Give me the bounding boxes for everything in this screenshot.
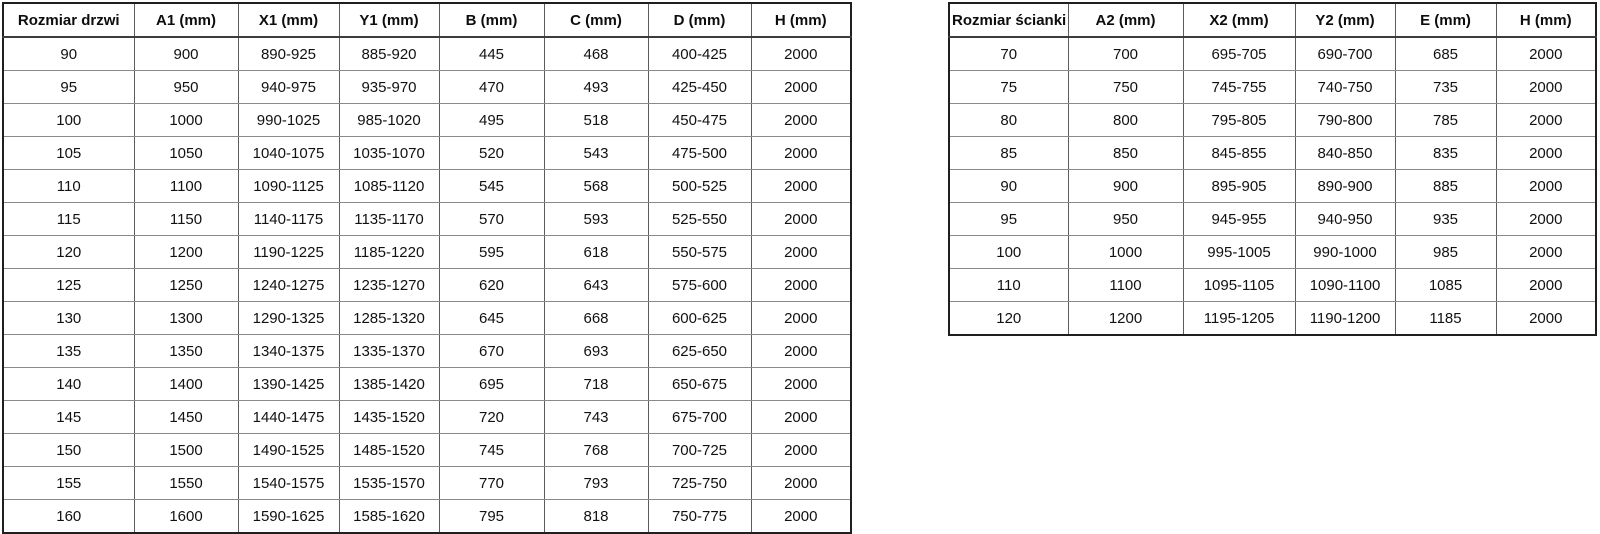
table-cell: 468 [544,37,648,71]
table-cell: 570 [439,203,544,236]
table-cell: 885-920 [339,37,439,71]
column-header: E (mm) [1395,3,1496,37]
table-row [3,500,851,534]
column-header: B (mm) [439,3,544,37]
table-row [3,71,851,104]
table-row [949,104,1596,137]
table-cell: 1050 [134,137,238,170]
table-row [949,37,1596,71]
table-cell: 940-950 [1295,203,1395,236]
table-cell: 695 [439,368,544,401]
table-row [3,467,851,500]
table-cell: 770 [439,467,544,500]
table-cell: 850 [1068,137,1183,170]
table-cell: 475-500 [648,137,751,170]
table-cell: 2000 [751,170,851,203]
table-cell: 1390-1425 [238,368,339,401]
table-cell: 2000 [751,335,851,368]
table-cell: 495 [439,104,544,137]
column-header: A1 (mm) [134,3,238,37]
table-cell: 1095-1105 [1183,269,1295,302]
table-cell: 155 [3,467,134,500]
table-cell: 835 [1395,137,1496,170]
table-cell: 120 [949,302,1068,336]
table-cell: 1600 [134,500,238,534]
table-cell: 1285-1320 [339,302,439,335]
table-cell: 675-700 [648,401,751,434]
column-header: C (mm) [544,3,648,37]
table-cell: 525-550 [648,203,751,236]
table-cell: 470 [439,71,544,104]
column-header: H (mm) [751,3,851,37]
table-cell: 425-450 [648,71,751,104]
table-cell: 1200 [1068,302,1183,336]
table-cell: 2000 [751,137,851,170]
table-cell: 885 [1395,170,1496,203]
table-cell: 1090-1125 [238,170,339,203]
table-cell: 1185 [1395,302,1496,336]
table-cell: 895-905 [1183,170,1295,203]
table-cell: 110 [3,170,134,203]
table-cell: 90 [3,37,134,71]
table-cell: 985 [1395,236,1496,269]
table-cell: 935-970 [339,71,439,104]
table-cell: 2000 [1496,104,1596,137]
table-cell: 950 [1068,203,1183,236]
table-cell: 575-600 [648,269,751,302]
table-cell: 2000 [751,368,851,401]
table-cell: 1540-1575 [238,467,339,500]
table-cell: 785 [1395,104,1496,137]
table-cell: 2000 [751,71,851,104]
table-cell: 890-900 [1295,170,1395,203]
table-cell: 740-750 [1295,71,1395,104]
header-row [3,3,851,37]
table-cell: 750 [1068,71,1183,104]
table-row [949,137,1596,170]
table-cell: 700 [1068,37,1183,71]
table-cell: 693 [544,335,648,368]
table-cell: 90 [949,170,1068,203]
table-cell: 2000 [751,434,851,467]
table-cell: 1490-1525 [238,434,339,467]
table-row [3,137,851,170]
table-cell: 1450 [134,401,238,434]
table-cell: 668 [544,302,648,335]
table-cell: 685 [1395,37,1496,71]
table-cell: 2000 [751,500,851,534]
table-cell: 670 [439,335,544,368]
table-cell: 1195-1205 [1183,302,1295,336]
table-cell: 593 [544,203,648,236]
table-row [3,269,851,302]
table-cell: 2000 [1496,170,1596,203]
table-cell: 1100 [134,170,238,203]
table-cell: 568 [544,170,648,203]
table-cell: 940-975 [238,71,339,104]
table-cell: 1085-1120 [339,170,439,203]
table-cell: 2000 [751,269,851,302]
table-cell: 735 [1395,71,1496,104]
table-cell: 695-705 [1183,37,1295,71]
table-cell: 2000 [1496,37,1596,71]
table-cell: 150 [3,434,134,467]
column-header: Y1 (mm) [339,3,439,37]
table-cell: 1000 [134,104,238,137]
table-cell: 1590-1625 [238,500,339,534]
table-cell: 2000 [1496,236,1596,269]
table-cell: 95 [3,71,134,104]
table-cell: 125 [3,269,134,302]
table-cell: 1550 [134,467,238,500]
table-cell: 840-850 [1295,137,1395,170]
table-cell: 1200 [134,236,238,269]
table-row [3,37,851,71]
table-cell: 1235-1270 [339,269,439,302]
table-cell: 935 [1395,203,1496,236]
table-cell: 620 [439,269,544,302]
table-cell: 900 [1068,170,1183,203]
wall-sizes-table [948,2,1597,336]
table-cell: 595 [439,236,544,269]
table-cell: 1500 [134,434,238,467]
table-cell: 618 [544,236,648,269]
table-cell: 2000 [1496,302,1596,336]
table-cell: 1535-1570 [339,467,439,500]
table-row [3,368,851,401]
table-cell: 1100 [1068,269,1183,302]
table-cell: 700-725 [648,434,751,467]
table-cell: 1035-1070 [339,137,439,170]
table-cell: 1485-1520 [339,434,439,467]
table-cell: 650-675 [648,368,751,401]
table-cell: 890-925 [238,37,339,71]
table-row [3,335,851,368]
table-cell: 110 [949,269,1068,302]
table-cell: 545 [439,170,544,203]
table-cell: 990-1025 [238,104,339,137]
table-cell: 1250 [134,269,238,302]
table-cell: 743 [544,401,648,434]
table-cell: 995-1005 [1183,236,1295,269]
table-cell: 745 [439,434,544,467]
table-cell: 100 [949,236,1068,269]
table-cell: 493 [544,71,648,104]
table-cell: 643 [544,269,648,302]
table-row [949,269,1596,302]
table-cell: 1585-1620 [339,500,439,534]
table-cell: 720 [439,401,544,434]
table-cell: 1150 [134,203,238,236]
table-cell: 795 [439,500,544,534]
table-cell: 518 [544,104,648,137]
table-cell: 550-575 [648,236,751,269]
table-cell: 1040-1075 [238,137,339,170]
table-cell: 2000 [751,302,851,335]
table-row [949,203,1596,236]
column-header: Rozmiar drzwi [3,3,134,37]
door-sizes-table [2,2,852,534]
table-row [3,302,851,335]
table-cell: 1440-1475 [238,401,339,434]
table-row [3,104,851,137]
table-cell: 2000 [1496,269,1596,302]
table-cell: 160 [3,500,134,534]
table-cell: 985-1020 [339,104,439,137]
table-cell: 990-1000 [1295,236,1395,269]
column-header: Rozmiar ścianki [949,3,1068,37]
table-cell: 745-755 [1183,71,1295,104]
column-header: D (mm) [648,3,751,37]
table-cell: 2000 [751,467,851,500]
table-row [3,401,851,434]
table-cell: 793 [544,467,648,500]
table-cell: 1385-1420 [339,368,439,401]
table-cell: 800 [1068,104,1183,137]
table-cell: 1135-1170 [339,203,439,236]
table-cell: 2000 [1496,71,1596,104]
table-row [949,302,1596,336]
column-header: A2 (mm) [1068,3,1183,37]
table-cell: 105 [3,137,134,170]
table-cell: 2000 [1496,203,1596,236]
column-header: X2 (mm) [1183,3,1295,37]
table-cell: 80 [949,104,1068,137]
table-cell: 1400 [134,368,238,401]
table-cell: 95 [949,203,1068,236]
column-header: H (mm) [1496,3,1596,37]
table-cell: 1300 [134,302,238,335]
table-cell: 70 [949,37,1068,71]
table-cell: 1240-1275 [238,269,339,302]
table-cell: 718 [544,368,648,401]
table-cell: 1190-1225 [238,236,339,269]
table-cell: 120 [3,236,134,269]
column-header: Y2 (mm) [1295,3,1395,37]
table-cell: 2000 [751,401,851,434]
table-cell: 2000 [751,203,851,236]
table-cell: 945-955 [1183,203,1295,236]
table-cell: 1190-1200 [1295,302,1395,336]
table-cell: 450-475 [648,104,751,137]
table-cell: 520 [439,137,544,170]
table-cell: 145 [3,401,134,434]
table-cell: 725-750 [648,467,751,500]
table-cell: 1335-1370 [339,335,439,368]
table-cell: 625-650 [648,335,751,368]
table-cell: 85 [949,137,1068,170]
table-cell: 140 [3,368,134,401]
table-cell: 1140-1175 [238,203,339,236]
table-cell: 818 [544,500,648,534]
table-row [3,434,851,467]
table-cell: 500-525 [648,170,751,203]
table-cell: 100 [3,104,134,137]
table-cell: 1185-1220 [339,236,439,269]
table-row [949,71,1596,104]
table-row [3,170,851,203]
table-cell: 600-625 [648,302,751,335]
table-cell: 130 [3,302,134,335]
table-row [3,236,851,269]
table-cell: 768 [544,434,648,467]
table-cell: 115 [3,203,134,236]
header-row [949,3,1596,37]
table-cell: 690-700 [1295,37,1395,71]
table-cell: 543 [544,137,648,170]
table-cell: 2000 [751,236,851,269]
table-cell: 445 [439,37,544,71]
table-cell: 950 [134,71,238,104]
table-cell: 1435-1520 [339,401,439,434]
column-header: X1 (mm) [238,3,339,37]
table-cell: 400-425 [648,37,751,71]
table-cell: 790-800 [1295,104,1395,137]
table-cell: 1350 [134,335,238,368]
table-cell: 2000 [751,104,851,137]
table-cell: 1000 [1068,236,1183,269]
table-cell: 135 [3,335,134,368]
table-cell: 750-775 [648,500,751,534]
table-row [949,236,1596,269]
table-cell: 795-805 [1183,104,1295,137]
table-cell: 2000 [1496,137,1596,170]
table-row [3,203,851,236]
table-cell: 645 [439,302,544,335]
table-cell: 1290-1325 [238,302,339,335]
table-cell: 1090-1100 [1295,269,1395,302]
table-cell: 2000 [751,37,851,71]
table-cell: 1340-1375 [238,335,339,368]
table-cell: 75 [949,71,1068,104]
table-cell: 1085 [1395,269,1496,302]
table-cell: 900 [134,37,238,71]
table-row [949,170,1596,203]
table-cell: 845-855 [1183,137,1295,170]
